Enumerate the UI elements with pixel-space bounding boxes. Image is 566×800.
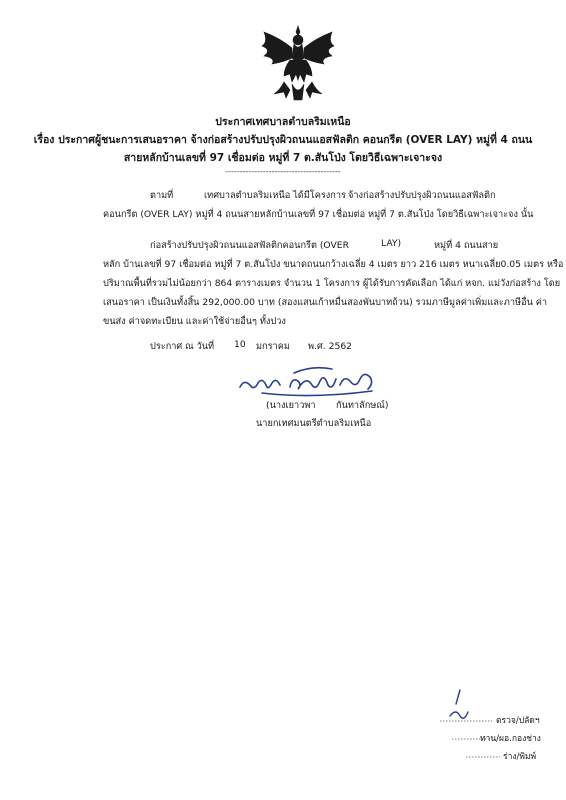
p2-line-3: ปริมาณพื้นที่รวมไม่น้อยกว่า 864 ตารางเมตร จำนวน 1 โครงการ ผู้ได้รับการคัดเลือก ได้แก่ หจก. แม่วังก่อสร้าง โดย: [103, 278, 561, 289]
subject-line-1: เรื่อง ประกาศผู้ชนะการเสนอราคา จ้างก่อสร้างปรับปรุงผิวถนนแอสฟัลติก คอนกรีต (OVER LAY) หมู่ที่ 4 ถนน: [33, 134, 533, 146]
p2-word-2: LAY): [381, 238, 402, 249]
p2-line-4: เสนอราคา เป็นเงินทั้งสิ้น 292,000.00 บาท (สองแสนเก้าหมื่นสองพันบาทถ้วน) รวมภาษีมูลค่าเพิ่มและภาษีอื่น ค่า: [103, 297, 548, 308]
p1-word-2: เทศบาลตำบลริมเหนือ ได้มีโครงการ: [204, 190, 346, 201]
divider: ----------------------------------------: [225, 167, 341, 176]
stamp-line-reviewed: ทาน/ผอ.กองช่าง: [480, 734, 541, 744]
p2-word-1: ก่อสร้างปรับปรุงผิวถนนแอสฟัลติกคอนกรีต (OVER: [150, 240, 349, 251]
announce-year: พ.ศ. 2562: [308, 341, 353, 352]
p1-line-2: คอนกรีต (OVER LAY) หมู่ที่ 4 ถนนสายหลักบ้านเลขที่ 97 เชื่อมต่อ หมู่ที่ 7 ต.สันโป่ง โดยวิธีเฉพาะเจาะจง นั้น: [103, 209, 534, 220]
garuda-emblem-icon: [254, 24, 342, 104]
subject-line-2: สายหลักบ้านเลขที่ 97 เชื่อมต่อ หมู่ที่ 7 ต.สันโป่ง โดยวิธีเฉพาะเจาะจง: [123, 152, 443, 164]
announce-month: มกราคม: [256, 341, 290, 352]
announcement-title: ประกาศเทศบาลตำบลริมเหนือ: [215, 116, 351, 128]
p2-line-2: หลัก บ้านเลขที่ 97 เชื่อมต่อ หมู่ที่ 7 ต.สันโป่ง ขนาดถนนกว้างเฉลี่ย 4 เมตร ยาว 216 เมตร หนาเฉลี่ย0.05 เมตร หรือ: [103, 259, 564, 270]
p2-line-5: ขนส่ง ค่าจดทะเบียน และค่าใช้จ่ายอื่นๆ ทั้งปวง: [103, 316, 286, 327]
stamp-line-checked: ตรวจ/ปลัดฯ: [496, 716, 540, 726]
announcement-subject: [0, 131, 566, 167]
announce-prefix: ประกาศ ณ วันที่: [150, 341, 215, 352]
signer-name-close: กันทาลักษณ์): [336, 400, 389, 411]
stamp-line-drafted: ร่าง/พิมพ์: [503, 752, 537, 762]
signer-position: นายกเทศมนตรีตำบลริมเหนือ: [256, 418, 372, 429]
p2-word-3: หมู่ที่ 4 ถนนสาย: [434, 240, 499, 251]
p1-word-1: ตามที่: [150, 190, 174, 201]
signer-name-open: (นางเยาวพา: [266, 400, 316, 411]
announce-day: 10: [234, 339, 246, 350]
p1-word-3: จ้างก่อสร้างปรับปรุงผิวถนนแอสฟัลติก: [348, 190, 496, 201]
handwritten-signature: [232, 363, 382, 401]
